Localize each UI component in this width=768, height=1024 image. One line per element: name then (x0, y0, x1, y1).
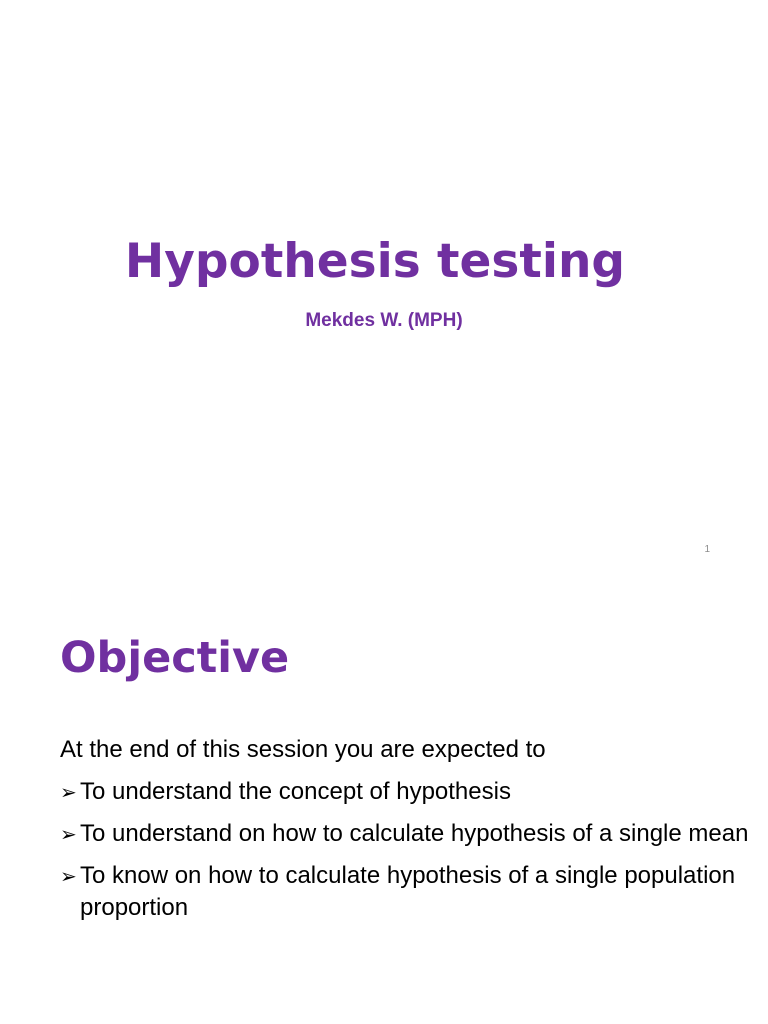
arrow-bullet-icon: ➢ (60, 864, 77, 888)
arrow-bullet-icon: ➢ (60, 822, 77, 846)
bullet-text: To know on how to calculate hypothesis of a single population proportion (80, 862, 736, 921)
bullet-item (60, 860, 750, 924)
bullet-text: To understand the concept of hypothesis (80, 778, 511, 805)
slide-title: Objective (60, 633, 290, 683)
bullet-text: To understand on how to calculate hypothesis of a single mean (80, 820, 749, 847)
intro-text: At the end of this session you are expected to (60, 736, 546, 763)
slide-body (60, 734, 750, 934)
slide-2 (0, 576, 768, 1024)
arrow-bullet-icon: ➢ (60, 780, 77, 804)
slide-number: 1 (704, 544, 710, 555)
bullet-item (60, 818, 750, 850)
bullet-item (60, 776, 750, 808)
slide-subtitle: Mekdes W. (MPH) (305, 310, 463, 331)
slide-title: Hypothesis testing (124, 234, 626, 289)
